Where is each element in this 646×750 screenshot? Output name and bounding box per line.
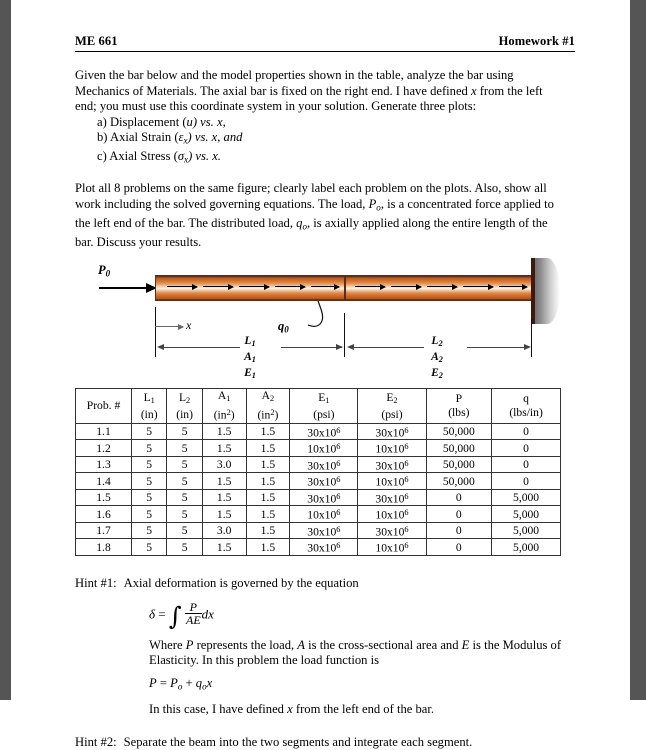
cell-p: 50,000 xyxy=(426,473,492,490)
load-label-p0: $P_0$ xyxy=(98,263,111,279)
cell-p: 50,000 xyxy=(426,440,492,457)
left-page-gutter xyxy=(0,0,11,700)
fraction-p-over-ae: $\frac{P}{AE}$ xyxy=(186,599,201,628)
extension-line-left xyxy=(155,307,156,357)
cell-e1: $30x10^6$ xyxy=(290,489,358,506)
cell-a1: 1.5 xyxy=(202,440,246,457)
cell-e2: $10x10^6$ xyxy=(358,440,426,457)
cell-q: 0 xyxy=(492,440,561,457)
point-load-arrow xyxy=(99,287,155,289)
cell-e2: $30x10^6$ xyxy=(358,423,426,440)
cell-p: 0 xyxy=(426,522,492,539)
cell-q: 5,000 xyxy=(492,522,561,539)
course-code: ME 661 xyxy=(75,34,118,48)
table-row xyxy=(76,506,561,523)
cell-a1: 3.0 xyxy=(202,522,246,539)
right-page-gutter xyxy=(630,0,646,700)
cell-a2: 1.5 xyxy=(246,522,290,539)
internal-arrow xyxy=(391,286,421,287)
hint-1-tag: Hint #1: xyxy=(75,575,117,590)
dimension-line-l2 xyxy=(467,347,529,348)
cell-l2: 5 xyxy=(167,506,202,523)
dimension-arrowhead xyxy=(524,344,531,350)
intro-paragraph xyxy=(75,68,575,115)
cell-e1: $30x10^6$ xyxy=(290,473,358,490)
bar-segment-divider xyxy=(344,275,346,301)
cell-prob: 1.7 xyxy=(76,522,132,539)
cell-p: 0 xyxy=(426,489,492,506)
col-header-l1: $L_1$ (in) xyxy=(132,389,167,424)
table-row xyxy=(76,440,561,457)
cell-a1: 1.5 xyxy=(202,423,246,440)
cell-e1: $10x10^6$ xyxy=(290,506,358,523)
cell-p: 50,000 xyxy=(426,456,492,473)
fixed-support-wall xyxy=(531,258,535,324)
cell-prob: 1.3 xyxy=(76,456,132,473)
col-header-e1: $E_1$ (psi) xyxy=(290,389,358,424)
cell-a2: 1.5 xyxy=(246,489,290,506)
col-header-prob: Prob. # xyxy=(76,389,132,424)
cell-l2: 5 xyxy=(167,489,202,506)
segment2-length: $L_2$ xyxy=(431,335,443,349)
cell-l1: 5 xyxy=(132,539,167,556)
cell-l1: 5 xyxy=(132,440,167,457)
internal-arrow xyxy=(311,286,339,287)
col-header-a1: $A_1$ $(in^2)$ xyxy=(202,389,246,424)
cell-a2: 1.5 xyxy=(246,423,290,440)
cell-q: 0 xyxy=(492,456,561,473)
cell-prob: 1.6 xyxy=(76,506,132,523)
cell-a1: 1.5 xyxy=(202,473,246,490)
table-row xyxy=(76,423,561,440)
distributed-load-label-q0: $q_0$ xyxy=(278,319,289,335)
table-row xyxy=(76,489,561,506)
col-header-q: q (lbs/in) xyxy=(492,389,561,424)
internal-arrow xyxy=(499,286,527,287)
cell-p: 0 xyxy=(426,539,492,556)
load-function-equation: $P = P_o + q_ox$ xyxy=(149,676,213,692)
cell-e2: $10x10^6$ xyxy=(358,473,426,490)
instructions-line-2: work including the solved governing equations. The load, $P_o$, is a concentrated force applied to xyxy=(75,196,554,213)
dimension-arrowhead xyxy=(157,344,164,350)
table-row xyxy=(76,456,561,473)
intro-line-3: end; you must use this coordinate system in your solution. Generate three plots: xyxy=(75,99,477,114)
cell-prob: 1.1 xyxy=(76,423,132,440)
segment1-properties xyxy=(220,335,280,382)
intro-line-1: Given the bar below and the model properties shown in the table, analyze the bar using xyxy=(75,68,514,82)
cell-q: 0 xyxy=(492,423,561,440)
closing-note: In this case, I have defined x from the left end of the bar. xyxy=(149,702,435,716)
instructions-line-1: Plot all 8 problems on the same figure; clearly label each problem on the plots. Also, show all xyxy=(75,181,547,196)
cell-e1: $30x10^6$ xyxy=(290,522,358,539)
cell-p: 50,000 xyxy=(426,423,492,440)
document-page xyxy=(11,0,630,749)
instructions-paragraph xyxy=(75,181,575,250)
segment2-modulus: $E_2$ xyxy=(431,366,443,380)
internal-arrow xyxy=(239,286,269,287)
problem-properties-table xyxy=(75,388,561,556)
cell-e1: $30x10^6$ xyxy=(290,423,358,440)
cell-l1: 5 xyxy=(132,506,167,523)
dimension-arrowhead xyxy=(347,344,354,350)
extension-line-mid xyxy=(344,313,345,357)
cell-e2: $10x10^6$ xyxy=(358,506,426,523)
x-axis-label: x xyxy=(186,318,192,333)
extension-line-right xyxy=(531,319,532,357)
internal-arrow xyxy=(203,286,233,287)
cell-q: 5,000 xyxy=(492,506,561,523)
cell-a2: 1.5 xyxy=(246,539,290,556)
internal-arrow xyxy=(167,286,197,287)
cell-l1: 5 xyxy=(132,522,167,539)
cell-l2: 5 xyxy=(167,539,202,556)
table-row xyxy=(76,539,561,556)
cell-l2: 5 xyxy=(167,423,202,440)
cell-e2: $30x10^6$ xyxy=(358,456,426,473)
cell-a1: 3.0 xyxy=(202,456,246,473)
cell-l1: 5 xyxy=(132,423,167,440)
hint-2-block xyxy=(75,735,575,750)
instructions-line-3: the left end of the bar. The distributed load, $q_o$, is axially applied along the entire length of the xyxy=(75,215,548,232)
hint-1-block xyxy=(75,576,575,718)
instructions-line-4: bar. Discuss your results. xyxy=(75,234,202,249)
intro-line-2: Mechanics of Materials. The axial bar is fixed on the right end. I have defined x from the left xyxy=(75,83,543,98)
cell-prob: 1.4 xyxy=(76,473,132,490)
dimension-arrowhead xyxy=(336,344,343,350)
cell-e2: $30x10^6$ xyxy=(358,522,426,539)
hint-2-line xyxy=(75,735,575,750)
internal-arrow xyxy=(355,286,385,287)
cell-e1: $30x10^6$ xyxy=(290,456,358,473)
dimension-line-l1 xyxy=(281,347,342,348)
integral-sign: ∫ xyxy=(168,601,182,631)
cell-a2: 1.5 xyxy=(246,456,290,473)
col-header-a2: $A_2$ $(in^2)$ xyxy=(246,389,290,424)
col-header-e2: $E_2$ (psi) xyxy=(358,389,426,424)
cell-prob: 1.8 xyxy=(76,539,132,556)
cell-prob: 1.2 xyxy=(76,440,132,457)
x-direction-arrow xyxy=(155,326,183,327)
cell-q: 0 xyxy=(492,473,561,490)
internal-arrow xyxy=(427,286,457,287)
table-header-row xyxy=(76,389,561,424)
hint-2-tag: Hint #2: xyxy=(75,734,117,749)
plot-list-item-b: b) Axial Strain $(\varepsilon_x)$ vs. x, and xyxy=(97,130,243,146)
assignment-title: Homework #1 xyxy=(498,34,575,48)
cell-a2: 1.5 xyxy=(246,473,290,490)
fixed-support-dome xyxy=(534,258,560,324)
plot-list-item-a: a) Displacement (u) vs. x, xyxy=(97,114,226,129)
hint-1-line xyxy=(75,576,575,592)
x-variable: x xyxy=(470,83,477,98)
cell-l2: 5 xyxy=(167,522,202,539)
cell-a1: 1.5 xyxy=(202,506,246,523)
segment1-modulus: $E_1$ xyxy=(244,366,256,380)
table-row xyxy=(76,522,561,539)
cell-a1: 1.5 xyxy=(202,489,246,506)
table-body xyxy=(76,423,561,555)
cell-l1: 5 xyxy=(132,473,167,490)
internal-arrow xyxy=(463,286,493,287)
where-clause-line2: Elasticity. In this problem the load function is xyxy=(149,653,380,668)
axial-bar-figure xyxy=(75,263,575,380)
document-content xyxy=(75,0,575,750)
segment1-area: $A_1$ xyxy=(244,350,256,365)
cell-e2: $30x10^6$ xyxy=(358,489,426,506)
segment2-properties xyxy=(407,335,467,382)
cell-e1: $30x10^6$ xyxy=(290,539,358,556)
col-header-l2: $L_2$ (in) xyxy=(167,389,202,424)
hint-2-text: Separate the beam into the two segments and integrate each segment. xyxy=(123,734,473,749)
hint-1-text: Axial deformation is governed by the equation xyxy=(123,575,359,590)
segment1-length: $L_1$ xyxy=(244,335,256,349)
cell-a2: 1.5 xyxy=(246,506,290,523)
cell-q: 5,000 xyxy=(492,489,561,506)
internal-arrow xyxy=(275,286,305,287)
cell-q: 5,000 xyxy=(492,539,561,556)
segment2-area: $A_2$ xyxy=(431,350,443,365)
cell-l1: 5 xyxy=(132,456,167,473)
col-header-p: P (lbs) xyxy=(426,389,492,424)
cell-a1: 1.5 xyxy=(202,539,246,556)
cell-l2: 5 xyxy=(167,440,202,457)
deformation-equation: δ = ∫ $\frac{P}{AE}$ dx xyxy=(149,599,214,631)
where-clause: Where P represents the load, A is the cross-sectional area and E is the Modulus of Elasticity. In this problem the load function is xyxy=(75,638,575,669)
document-header xyxy=(75,34,575,52)
table-row xyxy=(76,473,561,490)
cell-p: 0 xyxy=(426,506,492,523)
cell-l2: 5 xyxy=(167,456,202,473)
plot-list xyxy=(75,115,575,168)
cell-a2: 1.5 xyxy=(246,440,290,457)
cell-e1: $10x10^6$ xyxy=(290,440,358,457)
plot-list-item-c: c) Axial Stress $(\sigma_x)$ vs. x. xyxy=(97,149,221,165)
cell-e2: $10x10^6$ xyxy=(358,539,426,556)
cell-prob: 1.5 xyxy=(76,489,132,506)
cell-l2: 5 xyxy=(167,473,202,490)
cell-l1: 5 xyxy=(132,489,167,506)
